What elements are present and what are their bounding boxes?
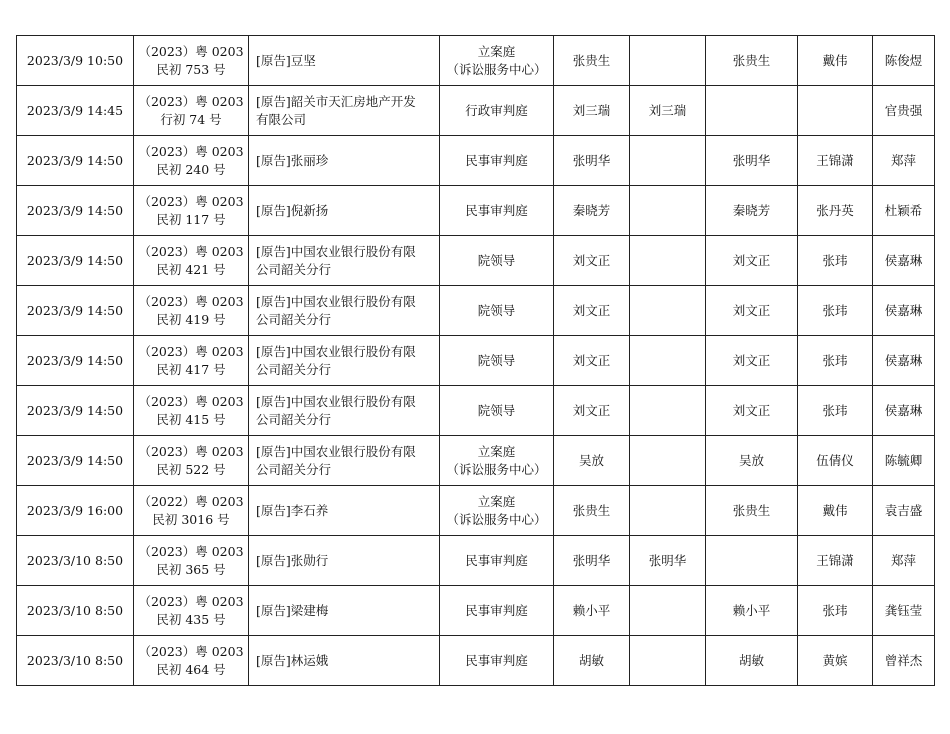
- presiding-judge-cell: 张明华: [554, 136, 630, 186]
- department-cell: 院领导: [440, 236, 554, 286]
- presiding-judge-cell: 赖小平: [554, 586, 630, 636]
- hearing-time-cell: 2023/3/9 14:45: [17, 86, 134, 136]
- table-row: [17, 386, 935, 436]
- presiding-judge-cell: 刘文正: [554, 236, 630, 286]
- juror-cell: 王锦潇: [798, 136, 873, 186]
- hearing-time-cell: 2023/3/9 10:50: [17, 36, 134, 86]
- case-number-cell: （2023）粤 0203 民初 417 号: [134, 336, 249, 386]
- clerk-cell: 侯嘉琳: [873, 286, 935, 336]
- case-number-cell: （2023）粤 0203 民初 419 号: [134, 286, 249, 336]
- clerk-cell: 陈毓卿: [873, 436, 935, 486]
- judge-cell: 刘文正: [706, 386, 798, 436]
- party-cell: [原告]中国农业银行股份有限 公司韶关分行: [249, 236, 440, 286]
- clerk-cell: 袁吉盛: [873, 486, 935, 536]
- party-cell: [原告]中国农业银行股份有限 公司韶关分行: [249, 386, 440, 436]
- hearing-time-cell: 2023/3/10 8:50: [17, 586, 134, 636]
- table-row: [17, 186, 935, 236]
- clerk-cell: 侯嘉琳: [873, 336, 935, 386]
- judge-cell: 刘文正: [706, 286, 798, 336]
- clerk-cell: 杜颖希: [873, 186, 935, 236]
- judge-cell: 张贵生: [706, 486, 798, 536]
- party-cell: [原告]张勋行: [249, 536, 440, 586]
- juror-cell: 张玮: [798, 586, 873, 636]
- table-row: [17, 236, 935, 286]
- judge-cell: 秦晓芳: [706, 186, 798, 236]
- presiding-judge-cell: 吴放: [554, 436, 630, 486]
- juror-cell: 张玮: [798, 286, 873, 336]
- hearing-time-cell: 2023/3/9 14:50: [17, 336, 134, 386]
- clerk-cell: 侯嘉琳: [873, 386, 935, 436]
- judge-cell: [706, 86, 798, 136]
- table-row: [17, 36, 935, 86]
- department-cell: 立案庭 （诉讼服务中心）: [440, 436, 554, 486]
- presiding-judge-cell: 胡敏: [554, 636, 630, 686]
- presiding-judge-cell: 张贵生: [554, 486, 630, 536]
- case-number-cell: （2023）粤 0203 民初 415 号: [134, 386, 249, 436]
- party-cell: [原告]中国农业银行股份有限 公司韶关分行: [249, 436, 440, 486]
- presiding-judge-cell: 秦晓芳: [554, 186, 630, 236]
- judge-cell: 张贵生: [706, 36, 798, 86]
- department-cell: 民事审判庭: [440, 636, 554, 686]
- case-number-cell: （2023）粤 0203 民初 421 号: [134, 236, 249, 286]
- chief-judge-cell: [630, 336, 706, 386]
- judge-cell: 吴放: [706, 436, 798, 486]
- case-number-cell: （2023）粤 0203 民初 240 号: [134, 136, 249, 186]
- hearing-time-cell: 2023/3/10 8:50: [17, 536, 134, 586]
- chief-judge-cell: [630, 186, 706, 236]
- chief-judge-cell: [630, 636, 706, 686]
- juror-cell: 张玮: [798, 236, 873, 286]
- hearing-time-cell: 2023/3/9 14:50: [17, 386, 134, 436]
- juror-cell: 张玮: [798, 386, 873, 436]
- clerk-cell: 曾祥杰: [873, 636, 935, 686]
- hearing-schedule-table: [16, 35, 935, 686]
- juror-cell: 张丹英: [798, 186, 873, 236]
- case-number-cell: （2023）粤 0203 民初 365 号: [134, 536, 249, 586]
- clerk-cell: 官贵强: [873, 86, 935, 136]
- case-number-cell: （2023）粤 0203 民初 435 号: [134, 586, 249, 636]
- table-row: [17, 536, 935, 586]
- department-cell: 立案庭 （诉讼服务中心）: [440, 36, 554, 86]
- case-number-cell: （2023）粤 0203 民初 464 号: [134, 636, 249, 686]
- judge-cell: 赖小平: [706, 586, 798, 636]
- party-cell: [原告]李石养: [249, 486, 440, 536]
- presiding-judge-cell: 刘文正: [554, 386, 630, 436]
- party-cell: [原告]韶关市天汇房地产开发 有限公司: [249, 86, 440, 136]
- chief-judge-cell: 张明华: [630, 536, 706, 586]
- juror-cell: 戴伟: [798, 486, 873, 536]
- hearing-time-cell: 2023/3/9 14:50: [17, 286, 134, 336]
- department-cell: 民事审判庭: [440, 586, 554, 636]
- judge-cell: 张明华: [706, 136, 798, 186]
- juror-cell: 黄嫔: [798, 636, 873, 686]
- department-cell: 院领导: [440, 336, 554, 386]
- chief-judge-cell: [630, 286, 706, 336]
- presiding-judge-cell: 刘文正: [554, 286, 630, 336]
- juror-cell: [798, 86, 873, 136]
- juror-cell: 张玮: [798, 336, 873, 386]
- party-cell: [原告]中国农业银行股份有限 公司韶关分行: [249, 336, 440, 386]
- judge-cell: 胡敏: [706, 636, 798, 686]
- party-cell: [原告]倪新扬: [249, 186, 440, 236]
- judge-cell: 刘文正: [706, 236, 798, 286]
- chief-judge-cell: [630, 36, 706, 86]
- department-cell: 行政审判庭: [440, 86, 554, 136]
- presiding-judge-cell: 张贵生: [554, 36, 630, 86]
- case-number-cell: （2023）粤 0203 民初 117 号: [134, 186, 249, 236]
- clerk-cell: 郑萍: [873, 536, 935, 586]
- party-cell: [原告]豆坚: [249, 36, 440, 86]
- chief-judge-cell: [630, 236, 706, 286]
- table-row: [17, 286, 935, 336]
- table-row: [17, 336, 935, 386]
- department-cell: 立案庭 （诉讼服务中心）: [440, 486, 554, 536]
- chief-judge-cell: [630, 486, 706, 536]
- party-cell: [原告]张丽珍: [249, 136, 440, 186]
- table-row: [17, 636, 935, 686]
- party-cell: [原告]林运娥: [249, 636, 440, 686]
- table-row: [17, 136, 935, 186]
- clerk-cell: 郑萍: [873, 136, 935, 186]
- case-number-cell: （2023）粤 0203 民初 753 号: [134, 36, 249, 86]
- chief-judge-cell: [630, 436, 706, 486]
- hearing-time-cell: 2023/3/9 14:50: [17, 236, 134, 286]
- hearing-time-cell: 2023/3/9 14:50: [17, 186, 134, 236]
- department-cell: 院领导: [440, 386, 554, 436]
- chief-judge-cell: [630, 136, 706, 186]
- table-row: [17, 86, 935, 136]
- judge-cell: 刘文正: [706, 336, 798, 386]
- hearing-time-cell: 2023/3/9 16:00: [17, 486, 134, 536]
- judge-cell: [706, 536, 798, 586]
- presiding-judge-cell: 刘文正: [554, 336, 630, 386]
- table-body: [17, 36, 935, 686]
- clerk-cell: 龚钰莹: [873, 586, 935, 636]
- chief-judge-cell: [630, 386, 706, 436]
- department-cell: 院领导: [440, 286, 554, 336]
- table-row: [17, 586, 935, 636]
- party-cell: [原告]中国农业银行股份有限 公司韶关分行: [249, 286, 440, 336]
- case-number-cell: （2022）粤 0203 民初 3016 号: [134, 486, 249, 536]
- presiding-judge-cell: 张明华: [554, 536, 630, 586]
- presiding-judge-cell: 刘三瑞: [554, 86, 630, 136]
- chief-judge-cell: 刘三瑞: [630, 86, 706, 136]
- case-number-cell: （2023）粤 0203 行初 74 号: [134, 86, 249, 136]
- juror-cell: 伍倩仪: [798, 436, 873, 486]
- department-cell: 民事审判庭: [440, 536, 554, 586]
- case-number-cell: （2023）粤 0203 民初 522 号: [134, 436, 249, 486]
- party-cell: [原告]梁建梅: [249, 586, 440, 636]
- hearing-time-cell: 2023/3/9 14:50: [17, 436, 134, 486]
- clerk-cell: 侯嘉琳: [873, 236, 935, 286]
- table-row: [17, 486, 935, 536]
- department-cell: 民事审判庭: [440, 186, 554, 236]
- department-cell: 民事审判庭: [440, 136, 554, 186]
- table-row: [17, 436, 935, 486]
- chief-judge-cell: [630, 586, 706, 636]
- hearing-time-cell: 2023/3/10 8:50: [17, 636, 134, 686]
- juror-cell: 王锦潇: [798, 536, 873, 586]
- clerk-cell: 陈俊煜: [873, 36, 935, 86]
- juror-cell: 戴伟: [798, 36, 873, 86]
- hearing-time-cell: 2023/3/9 14:50: [17, 136, 134, 186]
